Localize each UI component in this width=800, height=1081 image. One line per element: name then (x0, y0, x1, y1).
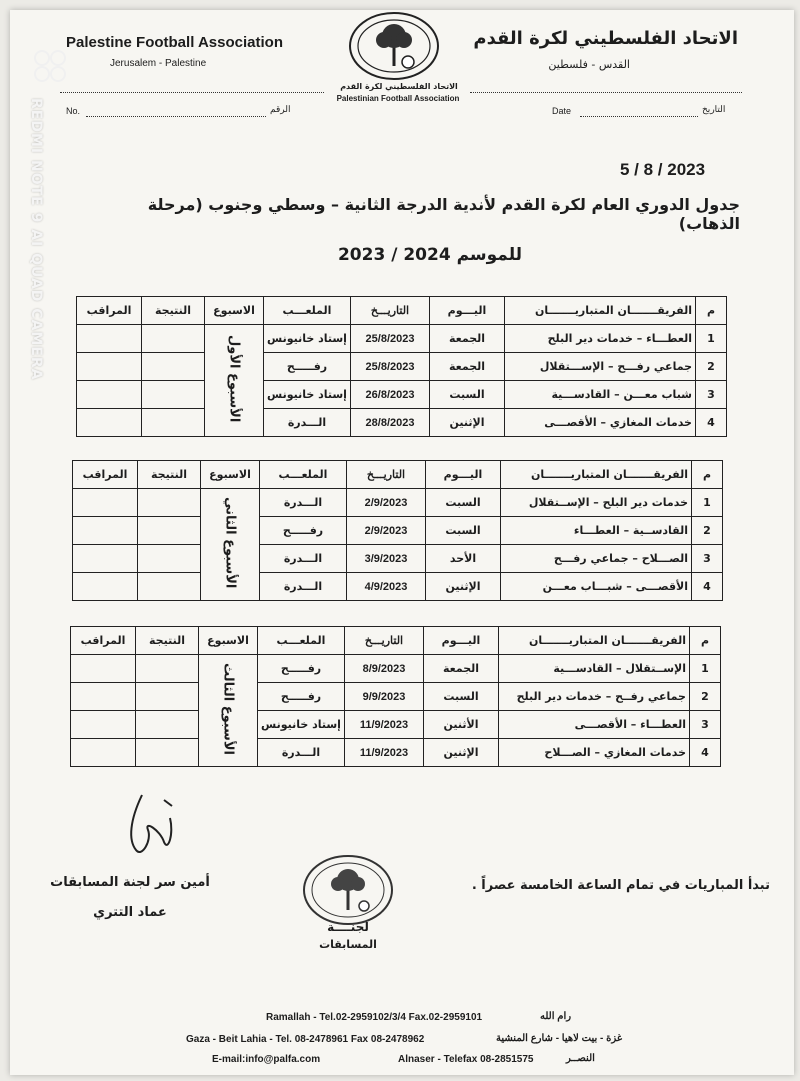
column-header-num: م (692, 461, 723, 489)
cell-venue: الـــدرة (260, 573, 347, 601)
document-title: جدول الدوري العام لكرة القدم لأندية الدرجة الثانية – وسطي وجنوب (مرحلة الذهاب) (147, 195, 740, 233)
week-label: الأسبوع الثاني (222, 497, 238, 589)
cell-date: 4/9/2023 (347, 573, 426, 601)
table-row (71, 655, 721, 683)
column-header-venue: الملعـــب (264, 297, 351, 325)
table-row (77, 325, 727, 353)
column-header-observer: المراقب (77, 297, 142, 325)
cell-date: 3/9/2023 (347, 545, 426, 573)
cell-num: 1 (690, 655, 721, 683)
table-row (71, 711, 721, 739)
cell-day: الإثنين (430, 409, 505, 437)
cell-result (142, 409, 205, 437)
column-header-day: اليـــوم (430, 297, 505, 325)
cell-num: 3 (690, 711, 721, 739)
cell-observer (73, 545, 138, 573)
table-row (77, 409, 727, 437)
cell-venue: الـــدرة (258, 739, 345, 767)
column-header-week: الاسبوع (201, 461, 260, 489)
season-label: للموسم 2024 / 2023 (337, 245, 523, 265)
watermark-text: REDMI NOTE 9 AI QUAD CAMERA (28, 98, 44, 381)
cell-day: السبت (430, 381, 505, 409)
schedule-table-week-1 (76, 296, 727, 437)
cell-result (142, 325, 205, 353)
cell-result (136, 683, 199, 711)
cell-observer (71, 739, 136, 767)
footer-email: E-mail:info@palfa.com (212, 1054, 321, 1065)
signatory-title: أمين سر لجنة المسابقات (50, 875, 210, 890)
camera-logo-icon (34, 48, 70, 88)
week-cell (199, 655, 258, 767)
cell-result (138, 545, 201, 573)
cell-venue: الـــدرة (260, 545, 347, 573)
cell-result (136, 711, 199, 739)
cell-venue: إستاد خانيونس (258, 711, 345, 739)
cell-num: 2 (690, 683, 721, 711)
cell-result (136, 655, 199, 683)
cell-num: 4 (690, 739, 721, 767)
cell-venue: إستاد خانيونس (264, 381, 351, 409)
no-line (86, 116, 266, 117)
cell-venue: إستاد خانيونس (264, 325, 351, 353)
cell-date: 25/8/2023 (351, 325, 430, 353)
column-header-week: الاسبوع (199, 627, 258, 655)
ref-label-ar: الرقم (270, 104, 291, 114)
column-header-day: اليـــوم (426, 461, 501, 489)
footer-alnaser-en: Alnaser - Telefax 08-2851575 (398, 1054, 534, 1065)
table-row (73, 517, 723, 545)
column-header-teams: الفريقـــــــان المتباريـــــــان (501, 461, 692, 489)
footer-gaza-ar: غزة - بيت لاهيا - شارع المنشية (496, 1033, 623, 1044)
schedule-table-week-3 (70, 626, 721, 767)
column-header-result: النتيجة (142, 297, 205, 325)
cell-observer (73, 517, 138, 545)
no-label: No. (66, 106, 81, 116)
cell-venue: رفـــــح (258, 655, 345, 683)
cell-observer (77, 381, 142, 409)
footer-alnaser-ar: النصــر (566, 1053, 595, 1064)
cell-teams: القادســية – العطـــاء (501, 517, 692, 545)
cell-teams: جماعي رفـــح – الإســـتقلال (505, 353, 696, 381)
cell-teams: شباب معـــن – القادســـية (505, 381, 696, 409)
table-row (77, 381, 727, 409)
week-label: الأسبوع الثالث (220, 663, 236, 755)
kickoff-note: تبدأ المباريات في تمام الساعة الخامسة عصراً . (471, 878, 770, 893)
document-date: 5 / 8 / 2023 (620, 160, 706, 179)
cell-day: الإثنين (424, 739, 499, 767)
cell-date: 2/9/2023 (347, 517, 426, 545)
cell-day: السبت (426, 517, 501, 545)
header-divider-left (60, 92, 324, 93)
cell-venue: الـــدرة (260, 489, 347, 517)
column-header-venue: الملعـــب (258, 627, 345, 655)
camera-watermark (28, 48, 68, 381)
column-header-teams: الفريقـــــــان المتباريـــــــان (499, 627, 690, 655)
table-row (73, 489, 723, 517)
cell-result (136, 739, 199, 767)
cell-date: 11/9/2023 (345, 711, 424, 739)
cell-result (138, 573, 201, 601)
cell-observer (71, 683, 136, 711)
column-header-num: م (690, 627, 721, 655)
stamp-line-1: لجنــــة (327, 920, 369, 934)
cell-num: 2 (692, 517, 723, 545)
logo-caption-en: Palestinian Football Association (336, 94, 460, 103)
cell-observer (77, 353, 142, 381)
date-label: Date (552, 106, 572, 116)
cell-teams: خدمات دير البلح – الإســتقلال (501, 489, 692, 517)
cell-teams: الإســتقلال – القادســـية (499, 655, 690, 683)
signatory-name: عماد التتري (93, 905, 167, 920)
footer-gaza-en: Gaza - Beit Lahia - Tel. 08-2478961 Fax 08-2478962 (186, 1034, 425, 1045)
table-header-row (73, 461, 723, 489)
cell-teams: الأقصـــى – شبـــاب معـــن (501, 573, 692, 601)
cell-date: 28/8/2023 (351, 409, 430, 437)
cell-day: الأثنين (424, 711, 499, 739)
column-header-result: النتيجة (138, 461, 201, 489)
date-label-ar: التاريخ (702, 104, 726, 114)
table-row (71, 683, 721, 711)
table-row (77, 353, 727, 381)
cell-result (138, 517, 201, 545)
header-divider-right (470, 92, 742, 93)
cell-num: 3 (692, 545, 723, 573)
cell-observer (73, 489, 138, 517)
footer-ramallah-ar: رام الله (540, 1011, 572, 1022)
column-header-date: التاريـــخ (345, 627, 424, 655)
cell-teams: خدمات المغازي – الأقصـــى (505, 409, 696, 437)
column-header-num: م (696, 297, 727, 325)
signature-icon (112, 790, 192, 870)
cell-num: 3 (696, 381, 727, 409)
column-header-teams: الفريقـــــــان المتباريـــــــان (505, 297, 696, 325)
cell-teams: العطـــاء – خدمات دير البلح (505, 325, 696, 353)
cell-observer (71, 711, 136, 739)
week-cell (201, 489, 260, 601)
cell-day: الجمعة (430, 325, 505, 353)
week-label: الأسبوع الأول (226, 335, 242, 423)
committee-stamp (288, 850, 408, 960)
column-header-date: التاريـــخ (351, 297, 430, 325)
cell-day: السبت (424, 683, 499, 711)
association-location-en: Jerusalem - Palestine (110, 58, 207, 69)
cell-date: 11/9/2023 (345, 739, 424, 767)
cell-num: 4 (696, 409, 727, 437)
cell-date: 25/8/2023 (351, 353, 430, 381)
cell-venue: الـــدرة (264, 409, 351, 437)
cell-result (142, 381, 205, 409)
cell-day: السبت (426, 489, 501, 517)
cell-teams: جماعي رفــح – خدمات دير البلح (499, 683, 690, 711)
cell-date: 8/9/2023 (345, 655, 424, 683)
cell-day: الجمعة (424, 655, 499, 683)
column-header-venue: الملعـــب (260, 461, 347, 489)
stamp-line-2: المسابقات (319, 938, 377, 951)
cell-result (138, 489, 201, 517)
table-header-row (77, 297, 727, 325)
date-line (580, 116, 698, 117)
table-row (71, 739, 721, 767)
cell-date: 2/9/2023 (347, 489, 426, 517)
cell-observer (77, 409, 142, 437)
cell-day: الإثنين (426, 573, 501, 601)
week-cell (205, 325, 264, 437)
cell-venue: رفـــــح (258, 683, 345, 711)
cell-num: 1 (692, 489, 723, 517)
cell-observer (77, 325, 142, 353)
cell-num: 4 (692, 573, 723, 601)
table-row (73, 545, 723, 573)
cell-teams: خدمات المغازي – الصـــلاح (499, 739, 690, 767)
cell-day: الأحد (426, 545, 501, 573)
table-header-row (71, 627, 721, 655)
cell-result (142, 353, 205, 381)
cell-num: 1 (696, 325, 727, 353)
column-header-observer: المراقب (71, 627, 136, 655)
cell-observer (73, 573, 138, 601)
schedule-table-week-2 (72, 460, 723, 601)
column-header-date: التاريـــخ (347, 461, 426, 489)
association-location-ar: القدس - فلسطين (548, 58, 630, 71)
column-header-observer: المراقب (73, 461, 138, 489)
cell-teams: الصـــلاح – جماعي رفـــح (501, 545, 692, 573)
footer-ramallah-en: Ramallah - Tel.02-2959102/3/4 Fax.02-2959101 (266, 1012, 483, 1023)
column-header-result: النتيجة (136, 627, 199, 655)
cell-observer (71, 655, 136, 683)
column-header-day: اليـــوم (424, 627, 499, 655)
cell-teams: العطـــاء – الأقصـــى (499, 711, 690, 739)
association-name-en: Palestine Football Association (66, 34, 283, 51)
association-name-ar: الاتحاد الفلسطيني لكرة القدم (473, 28, 738, 49)
cell-day: الجمعة (430, 353, 505, 381)
logo-caption-ar: الاتحاد الفلسطيني لكرة القدم (340, 82, 458, 91)
column-header-week: الاسبوع (205, 297, 264, 325)
association-logo-icon (346, 10, 442, 82)
cell-num: 2 (696, 353, 727, 381)
cell-venue: رفـــــح (260, 517, 347, 545)
cell-date: 26/8/2023 (351, 381, 430, 409)
cell-venue: رفـــــح (264, 353, 351, 381)
cell-date: 9/9/2023 (345, 683, 424, 711)
table-row (73, 573, 723, 601)
